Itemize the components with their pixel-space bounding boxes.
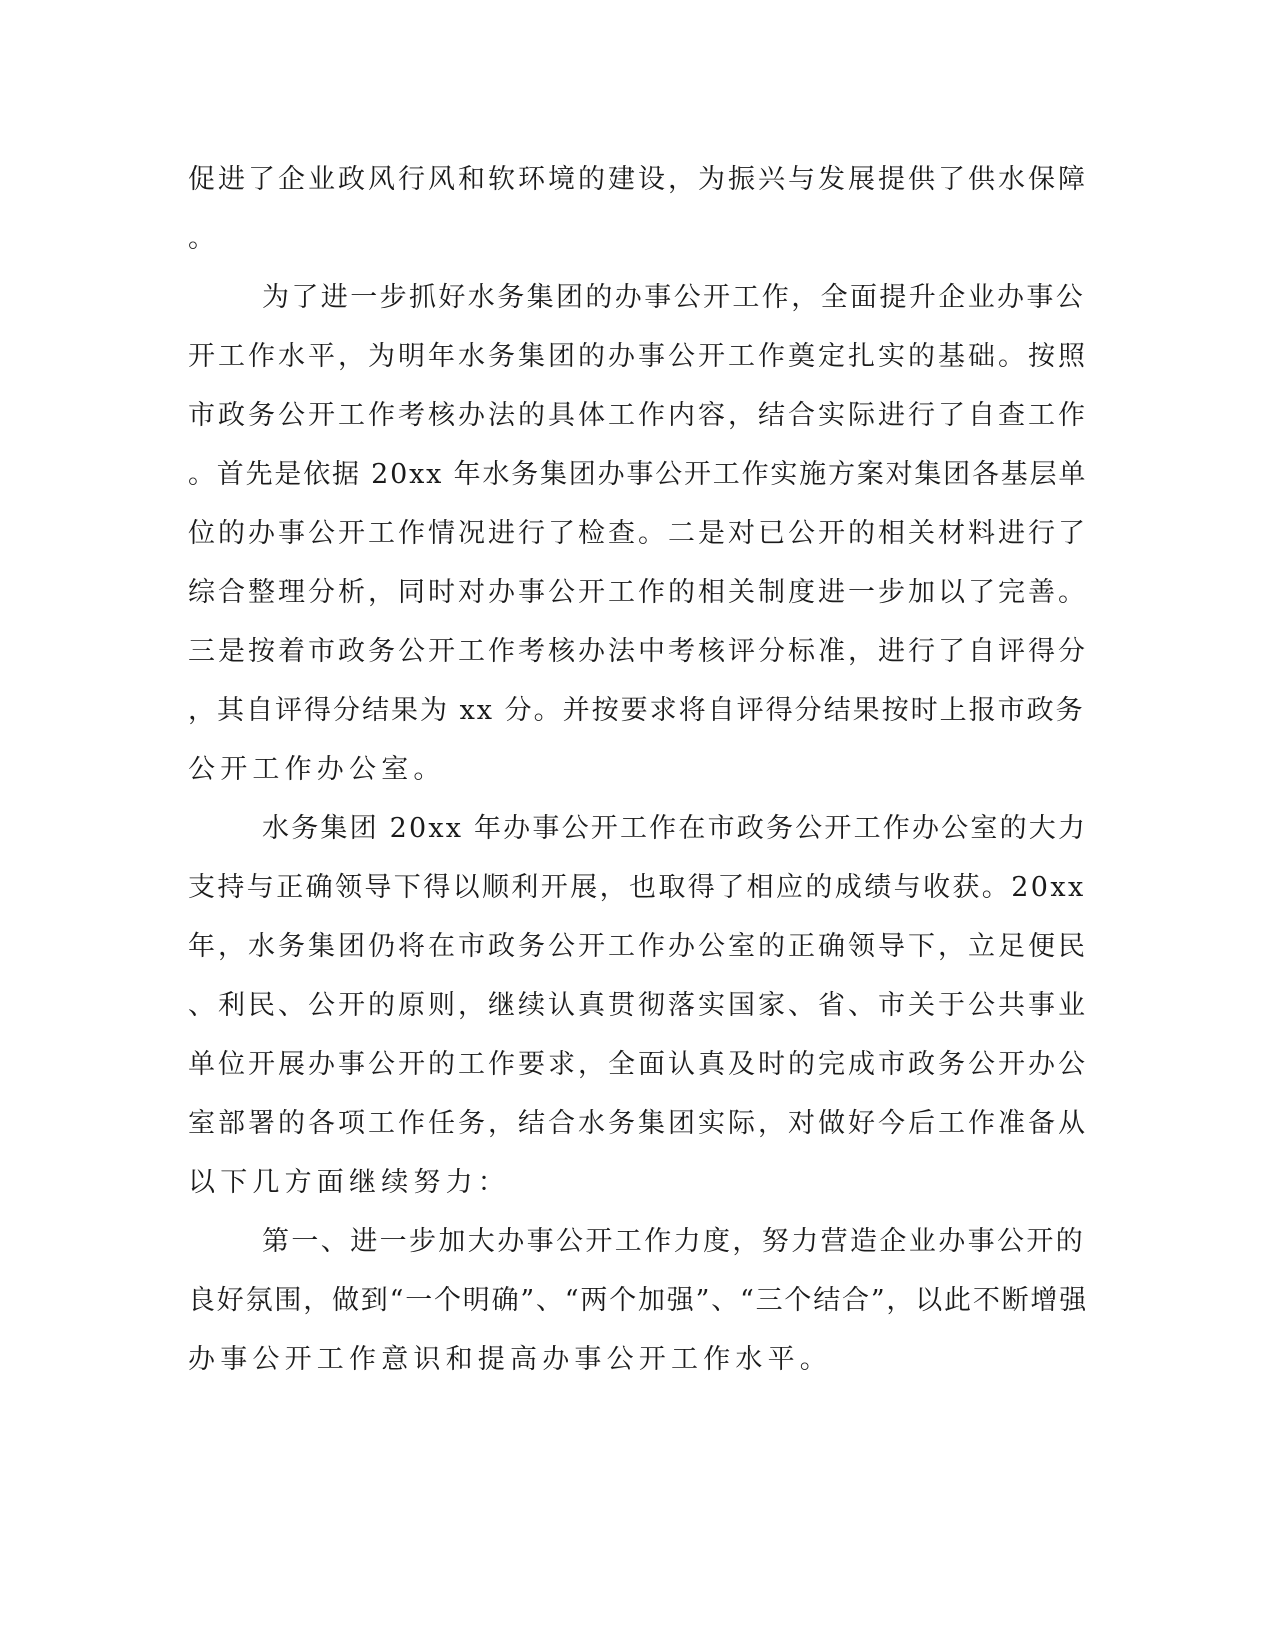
- paragraph-start-line: 水务集团 20xx 年办事公开工作在市政务公开工作办公室的大力: [262, 813, 1088, 844]
- text-line: 单位开展办事公开的工作要求，全面认真及时的完成市政务公开办公: [188, 1049, 1088, 1080]
- text-line: 市政务公开工作考核办法的具体工作内容，结合实际进行了自查工作: [188, 400, 1088, 431]
- text-line: 年，水务集团仍将在市政务公开工作办公室的正确领导下，立足便民: [188, 931, 1088, 962]
- text-line: 位的办事公开工作情况进行了检查。二是对已公开的相关材料进行了: [188, 518, 1088, 549]
- text-line: 综合整理分析，同时对办事公开工作的相关制度进一步加以了完善。: [188, 577, 1088, 608]
- paragraph-start-line: 第一、进一步加大办事公开工作力度，努力营造企业办事公开的: [262, 1226, 1086, 1257]
- paragraph-start-line: 为了进一步抓好水务集团的办事公开工作，全面提升企业办事公: [262, 282, 1086, 313]
- text-line: 良好氛围，做到“一个明确”、“两个加强”、“三个结合”，以此不断增强: [188, 1285, 1089, 1316]
- text-line: ，其自评得分结果为 xx 分。并按要求将自评得分结果按时上报市政务: [188, 695, 1085, 726]
- text-line: 促进了企业政风行风和软环境的建设，为振兴与发展提供了供水保障: [188, 164, 1088, 195]
- text-line: 公开工作办公室。: [188, 754, 446, 785]
- text-line: 三是按着市政务公开工作考核办法中考核评分标准，进行了自评得分: [188, 636, 1088, 667]
- text-line: 。: [188, 223, 221, 254]
- text-line: 办事公开工作意识和提高办事公开工作水平。: [188, 1344, 832, 1375]
- text-line: 。首先是依据 20xx 年水务集团办事公开工作实施方案对集团各基层单: [188, 459, 1088, 490]
- text-line: 室部署的各项工作任务，结合水务集团实际，对做好今后工作准备从: [188, 1108, 1088, 1139]
- text-line: 支持与正确领导下得以顺利开展，也取得了相应的成绩与收获。20xx: [188, 872, 1086, 903]
- text-line: 、利民、公开的原则，继续认真贯彻落实国家、省、市关于公共事业: [188, 990, 1088, 1021]
- text-line: 以下几方面继续努力：: [188, 1167, 510, 1198]
- text-line: 开工作水平，为明年水务集团的办事公开工作奠定扎实的基础。按照: [188, 341, 1088, 372]
